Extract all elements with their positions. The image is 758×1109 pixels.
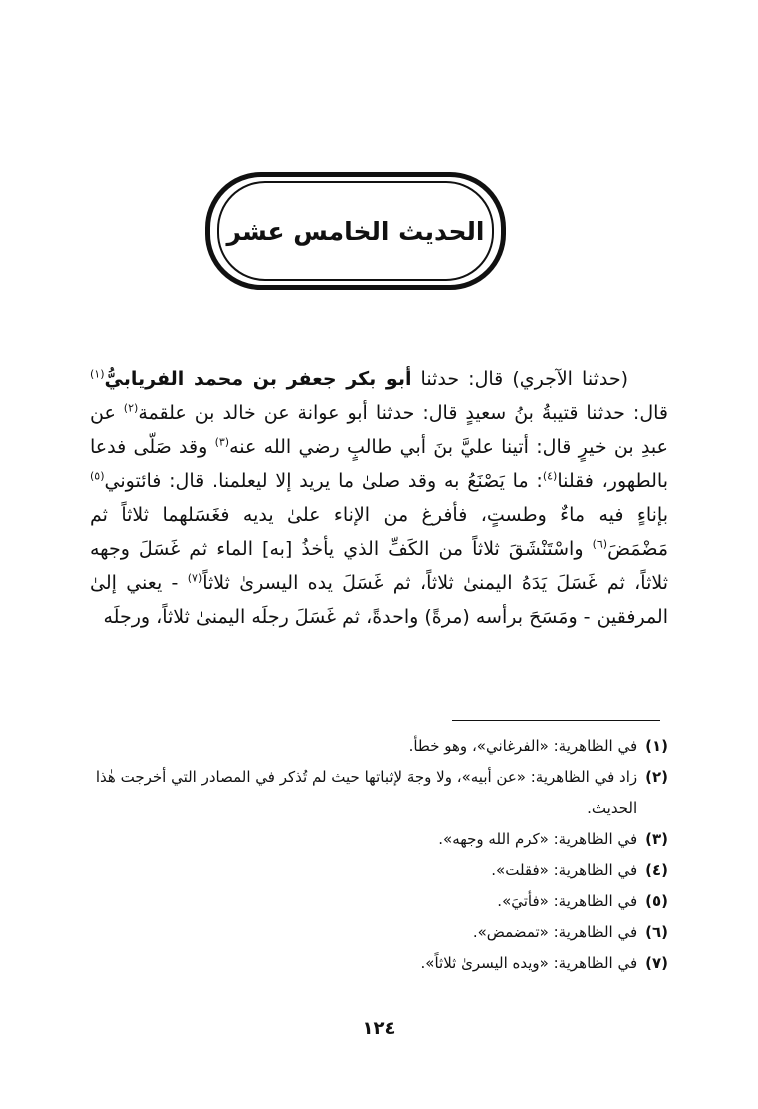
footnote-item — [90, 731, 668, 762]
hadith-text — [90, 362, 668, 634]
text-segment: قال: حدثنا قتيبةُ بنُ سعيدٍ قال: حدثنا أبو عوانة عن خالد بن علقمة — [138, 402, 668, 424]
footnote-separator — [452, 720, 660, 721]
text-segment: بإناءٍ فيه ماءٌ وطستٍ، فأفرغ من الإناء علىٰ يديه فغَسَلهما ثلاثاً ثم مَضْمَضَ — [90, 504, 668, 560]
footnote-marker[interactable]: (٥) — [90, 469, 105, 483]
footnote-number: (٢) — [645, 768, 668, 786]
text-segment: : ما يَصْنَعُ به وقد صلىٰ ما يريد إلا ليعلمنا. قال: فائتوني — [104, 470, 543, 492]
footnote-number: (٧) — [645, 954, 668, 972]
footnote-number: (١) — [645, 737, 668, 755]
footnote-text: في الظاهرية: «فأتيَ». — [497, 892, 638, 910]
footnote-marker[interactable]: (٧) — [187, 571, 203, 585]
footnote-item — [90, 855, 668, 886]
footnote-number: (٣) — [645, 830, 668, 848]
footnote-marker[interactable]: (٣) — [214, 435, 230, 449]
page-number: ١٢٤ — [362, 1018, 396, 1039]
title-frame-inner — [217, 181, 494, 281]
text-segment: واسْتَنْشَقَ ثلاثاً من الكَفِّ الذي يأخذُ [به] الماء ثم غَسَلَ وجهه ثلاثاً، ثم غَسَلَ يَدَهُ اليمنىٰ ثلاثاً، ثم غَسَلَ يده اليسرىٰ ثلاثاً — [90, 538, 669, 594]
text-segment: وقد صَلّى فدعا بالطهور، فقلنا — [90, 436, 668, 492]
footnote-text: في الظاهرية: «ويده اليسرىٰ ثلاثاً». — [420, 954, 638, 972]
footnotes — [90, 731, 668, 979]
hadith-paragraph — [90, 362, 668, 634]
footnote-text: في الظاهرية: «الفرغاني»، وهو خطأ. — [408, 737, 638, 755]
text-segment: - يعني إلىٰ المرفقين - ومَسَحَ برأسه (مرةً) واحدةً، ثم غَسَلَ رجلَه اليمنىٰ ثلاثاً، ورجلَه — [90, 572, 668, 628]
footnote-marker[interactable]: (٢) — [123, 401, 139, 415]
footnote-number: (٦) — [645, 923, 668, 941]
text-segment: عن عبدِ بن خيرٍ قال: أتينا عليَّ بنَ أبي طالبٍ رضي الله عنه — [90, 402, 668, 458]
footnote-text: زاد في الظاهرية: «عن أبيه»، ولا وجهَ لإثباتها حيث لم تُذكر في المصادر التي أخرجت هٰذا الحديث. — [95, 768, 638, 817]
footnote-text: في الظاهرية: «تمضمض». — [472, 923, 638, 941]
text-segment: (حدثنا الآجري) قال: حدثنا — [411, 368, 628, 390]
narrator-name: أبو بكر جعفر بن محمد الفريابيُّ — [104, 368, 412, 390]
footnote-number: (٥) — [645, 892, 668, 910]
footnote-marker[interactable]: (١) — [90, 367, 105, 381]
footnote-number: (٤) — [645, 861, 668, 879]
footnote-item — [90, 762, 668, 824]
footnote-marker[interactable]: (٤) — [542, 469, 558, 483]
footnote-text: في الظاهرية: «كرم الله وجهه». — [438, 830, 638, 848]
footnote-marker[interactable]: (٦) — [592, 537, 608, 551]
footnote-item — [90, 824, 668, 855]
footnote-item — [90, 948, 668, 979]
footnote-text: في الظاهرية: «فقلت». — [491, 861, 638, 879]
chapter-title: الحديث الخامس عشر — [226, 216, 485, 246]
footnote-item — [90, 886, 668, 917]
footnote-item — [90, 917, 668, 948]
